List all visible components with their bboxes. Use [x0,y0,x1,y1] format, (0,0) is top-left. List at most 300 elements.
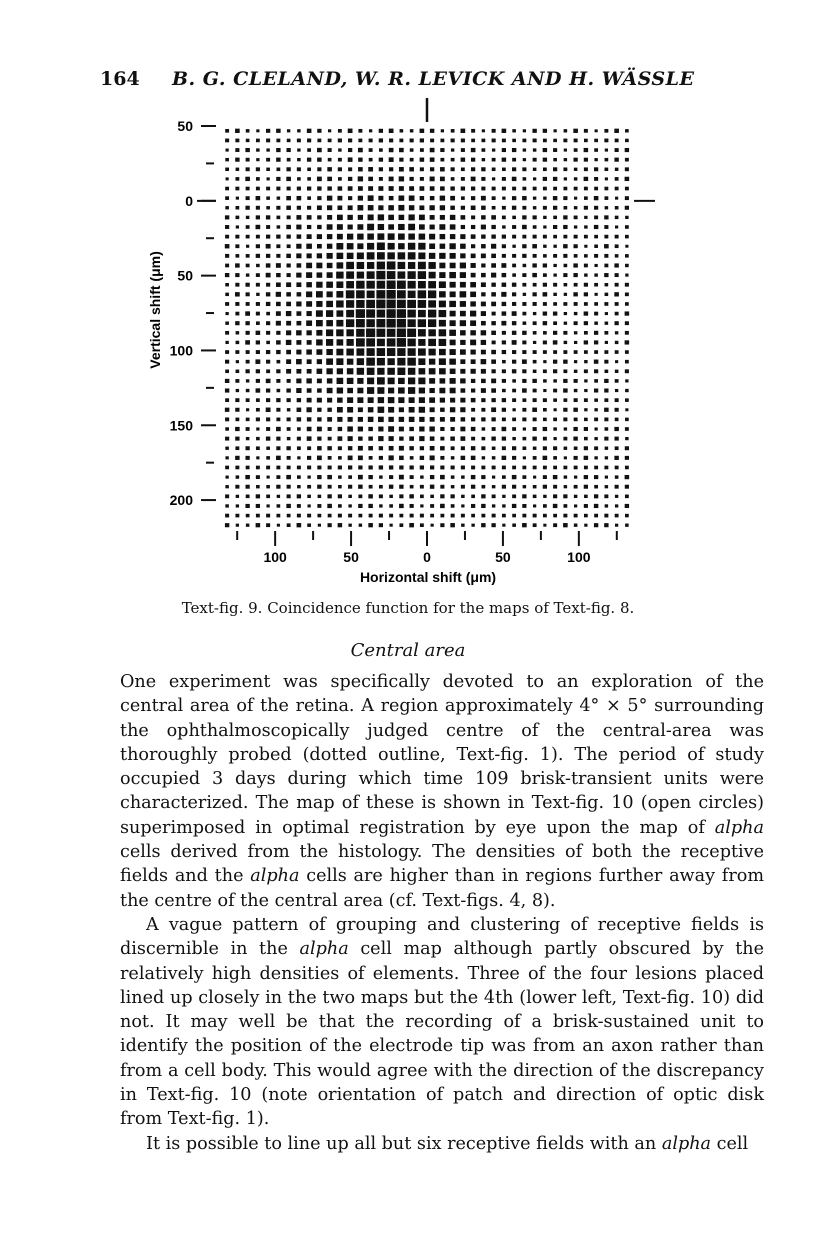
grid-cell [399,446,404,451]
grid-cell [399,215,405,220]
grid-cell [553,475,558,479]
grid-cell [266,504,269,507]
grid-cell [625,274,628,277]
grid-cell [553,245,556,248]
grid-cell [440,234,446,239]
grid-cell [328,427,332,431]
grid-cell [378,427,383,432]
grid-cell [410,514,414,518]
grid-cell [625,398,629,402]
grid-cell [481,369,486,374]
grid-cell [287,379,291,383]
grid-cell [553,456,557,460]
grid-cell [564,456,567,459]
grid-cell [594,167,598,171]
grid-cell [543,254,547,257]
grid-cell [225,254,229,258]
grid-cell [604,273,608,277]
grid-cell [595,293,598,296]
grid-cell [553,331,557,335]
grid-cell [358,129,362,133]
grid-cell [235,437,239,441]
grid-cell [502,485,506,489]
grid-cell [327,291,333,297]
grid-cell [235,148,239,152]
grid-cell [410,148,414,151]
grid-cell [317,205,322,210]
grid-cell [481,273,486,277]
grid-cell [461,129,466,133]
grid-cell [584,379,587,382]
grid-cell [430,455,435,460]
grid-cell [439,339,447,346]
grid-cell [235,283,239,287]
grid-cell [397,309,406,318]
grid-cell [357,388,363,394]
grid-cell [287,427,291,431]
grid-cell [387,261,396,269]
grid-cell [286,254,291,258]
grid-cell [584,427,588,431]
grid-cell [266,350,270,354]
grid-cell [615,177,619,181]
grid-cell [512,389,516,393]
grid-cell [605,206,609,209]
grid-cell [287,466,291,470]
grid-cell [359,524,362,527]
grid-cell [594,418,598,422]
grid-cell [615,321,619,325]
grid-cell [246,245,249,248]
grid-cell [256,273,260,277]
grid-cell [533,312,536,315]
grid-cell [522,196,527,200]
grid-cell [481,263,485,267]
grid-cell [418,319,426,327]
grid-cell [368,446,373,450]
grid-cell [235,514,239,518]
grid-cell [297,408,302,412]
grid-cell [625,158,629,162]
grid-cell [430,129,434,133]
grid-cell [533,283,537,287]
grid-cell [277,524,280,527]
grid-cell [543,168,547,172]
grid-cell [389,465,393,469]
grid-cell [399,475,404,480]
grid-cell [379,129,383,133]
grid-cell [481,398,485,402]
grid-cell [461,475,465,478]
grid-cell [336,310,343,316]
grid-cell [410,129,414,132]
grid-cell [440,205,445,210]
grid-cell [256,225,261,229]
grid-cell [338,475,342,478]
grid-cell [481,177,485,181]
grid-cell [409,186,414,191]
grid-cell [225,293,229,296]
grid-cell [358,215,363,220]
grid-cell [225,331,229,335]
grid-cell [306,301,312,307]
grid-cell [246,524,250,527]
grid-cell [563,215,567,219]
grid-cell [378,196,383,201]
grid-cell [492,476,495,479]
grid-cell [471,437,475,441]
grid-cell [604,225,608,229]
grid-cell [276,148,280,152]
grid-cell [625,456,629,460]
grid-cell [235,292,240,296]
grid-cell [439,320,446,327]
grid-cell [306,291,312,297]
grid-cell [471,139,475,143]
grid-cell [409,465,413,469]
grid-cell [573,273,577,277]
grid-cell [441,129,444,132]
grid-cell [397,281,406,289]
grid-cell [543,504,547,508]
grid-cell [336,329,343,336]
grid-cell [286,321,291,326]
grid-cell [605,177,608,180]
grid-cell [471,158,475,162]
grid-cell [336,291,343,298]
grid-cell [461,504,464,507]
grid-cell [450,436,455,440]
grid-cell [573,129,578,133]
grid-cell [337,388,343,394]
grid-cell [276,331,280,335]
grid-cell [420,148,424,152]
grid-cell [225,456,228,459]
grid-cell [256,254,260,258]
grid-cell [409,177,413,181]
grid-cell [336,272,343,279]
grid-cell [399,417,404,422]
grid-cell [358,485,362,489]
grid-cell [553,340,558,344]
grid-cell [481,196,486,201]
grid-cell [235,129,240,133]
grid-cell [584,331,588,335]
grid-cell [368,167,373,171]
grid-cell [266,321,270,325]
grid-cell [387,252,394,259]
grid-cell [604,215,608,219]
grid-cell [533,235,537,239]
grid-cell [451,466,455,470]
grid-cell [307,476,310,479]
grid-cell [543,350,547,354]
grid-cell [522,369,526,373]
grid-cell [235,321,239,325]
grid-cell [481,408,485,412]
grid-cell [225,225,229,229]
grid-cell [554,408,557,411]
grid-cell [481,514,485,518]
grid-cell [440,196,445,201]
grid-cell [328,158,332,162]
grid-cell [399,485,403,489]
grid-cell [430,436,435,440]
grid-cell [246,350,250,354]
grid-cell [492,485,496,488]
grid-cell [235,408,239,412]
grid-cell [625,254,629,258]
grid-cell [481,379,486,383]
grid-cell [563,514,567,518]
grid-cell [379,485,383,489]
grid-cell [584,225,587,228]
grid-cell [471,167,475,171]
grid-cell [348,157,353,161]
grid-cell [512,466,516,470]
grid-cell [235,139,239,143]
grid-cell [573,427,577,431]
grid-cell [461,167,465,171]
grid-cell [604,302,608,306]
grid-cell [317,504,321,508]
grid-cell [430,215,435,220]
grid-cell [563,350,567,354]
grid-cell [532,292,536,296]
grid-cell [225,196,229,200]
grid-cell [367,234,374,240]
grid-cell [563,302,567,306]
grid-cell [297,437,301,441]
grid-cell [245,321,249,325]
grid-cell [348,196,352,200]
grid-cell [450,369,456,374]
grid-cell [236,216,240,220]
grid-cell [564,322,567,325]
grid-cell [246,235,250,239]
grid-cell [307,388,312,393]
grid-cell [512,311,517,316]
y-tick-label: 100 [169,342,193,359]
grid-cell [450,206,455,210]
grid-cell [246,196,250,200]
grid-cell [225,417,229,421]
y-tick-label: 0 [185,192,193,209]
grid-cell [277,504,281,507]
grid-cell [615,283,619,287]
grid-cell [266,360,270,364]
grid-cell [553,494,557,498]
grid-cell [543,225,546,228]
grid-cell [358,504,362,508]
grid-cell [471,234,476,238]
grid-cell [246,437,250,440]
grid-cell [615,254,619,257]
grid-cell [418,253,425,260]
grid-cell [522,408,526,412]
grid-cell [348,148,352,152]
grid-cell [266,485,270,488]
grid-cell [543,331,547,335]
grid-cell [307,456,311,460]
grid-cell [297,514,301,518]
grid-cell [553,216,557,220]
grid-cell [449,359,456,365]
grid-cell [245,504,249,508]
grid-cell [491,215,496,219]
grid-cell [429,349,436,356]
grid-cell [286,388,290,392]
grid-cell [428,290,436,298]
grid-cell [428,300,436,307]
grid-cell [266,408,271,413]
grid-cell [348,129,353,133]
grid-cell [296,321,301,326]
x-tick-label: 0 [423,549,431,565]
grid-cell [338,427,343,431]
grid-cell [235,350,239,354]
grid-cell [543,495,546,498]
grid-cell [235,273,239,277]
grid-cell [594,158,597,161]
grid-cell [471,398,476,402]
grid-cell [522,514,526,518]
grid-cell [389,177,394,182]
grid-cell [574,283,578,287]
grid-cell [604,389,608,393]
grid-cell [594,494,598,498]
grid-cell [286,302,291,307]
grid-cell [389,495,393,498]
grid-cell [418,310,426,317]
grid-cell [327,272,333,278]
grid-cell [399,504,404,508]
grid-cell [398,378,405,384]
grid-cell [502,398,506,402]
grid-cell [615,485,619,489]
grid-cell [369,129,372,132]
grid-cell [256,340,260,344]
grid-cell [430,407,435,412]
grid-cell [533,495,537,498]
grid-cell [420,129,425,133]
grid-cell [287,244,291,248]
grid-cell [625,524,629,527]
grid-cell [419,417,424,422]
grid-cell [357,378,363,384]
grid-cell [235,398,239,402]
grid-cell [625,196,629,200]
grid-cell [470,311,476,317]
grid-cell [225,504,229,507]
grid-cell [256,321,260,325]
grid-cell [235,244,239,248]
grid-cell [481,292,485,296]
grid-cell [502,187,506,191]
grid-cell [533,215,537,219]
grid-cell [266,523,270,527]
grid-cell [625,369,629,373]
grid-cell [399,186,404,191]
grid-cell [266,254,270,258]
grid-cell [266,302,270,306]
grid-cell [543,360,546,363]
grid-cell [225,437,229,441]
grid-cell [625,225,629,229]
grid-cell [245,311,250,315]
grid-cell [236,225,239,228]
grid-cell [451,148,454,151]
grid-cell [502,254,506,258]
grid-cell [246,264,250,268]
grid-cell [481,302,486,307]
grid-cell [397,300,406,308]
grid-cell [287,187,291,191]
grid-cell [379,138,383,142]
grid-cell [286,311,291,316]
grid-cell [356,329,364,337]
grid-cell [471,148,476,152]
grid-cell [337,436,342,441]
x-axis-label: Horizontal shift (μm) [359,569,497,585]
grid-cell [225,447,229,450]
grid-cell [614,292,619,296]
grid-cell [625,321,629,325]
grid-cell [266,447,270,450]
grid-cell [563,523,568,527]
grid-cell [439,281,446,288]
grid-cell [307,196,311,200]
grid-cell [471,456,476,460]
grid-cell [429,359,435,365]
grid-cell [481,466,485,470]
grid-cell [574,331,577,334]
grid-cell [369,514,373,518]
grid-cell [584,302,588,306]
grid-cell [348,446,352,450]
grid-cell [327,215,332,220]
grid-cell [276,379,280,383]
grid-cell [307,359,312,364]
grid-cell [235,187,239,191]
grid-cell [407,358,415,366]
grid-cell [512,206,516,210]
grid-cell [246,427,250,431]
grid-cell [594,379,598,383]
grid-cell [358,196,363,201]
grid-cell [594,389,598,393]
grid-cell [502,283,507,287]
grid-cell [389,504,393,507]
grid-cell [297,485,301,488]
grid-cell [256,446,260,450]
grid-cell [266,398,270,402]
grid-cell [553,254,557,258]
grid-cell [378,205,383,210]
grid-cell [615,235,619,239]
grid-cell [235,466,239,470]
grid-cell [625,302,629,306]
grid-cell [337,206,342,210]
grid-cell [307,234,312,239]
grid-cell [440,177,445,182]
grid-cell [297,504,301,508]
grid-cell [615,524,618,527]
grid-cell [337,262,344,268]
grid-cell [523,264,527,267]
grid-cell [276,282,281,286]
grid-cell [533,456,537,460]
